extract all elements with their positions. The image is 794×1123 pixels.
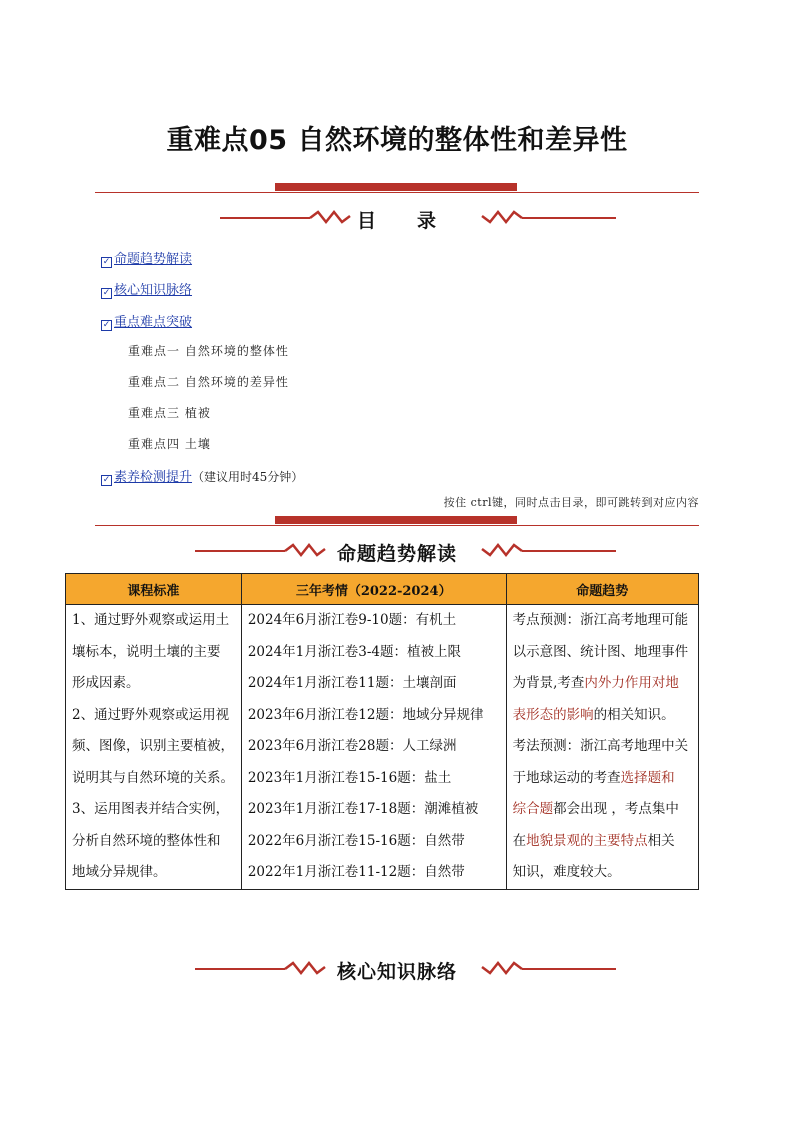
toc-item-trend[interactable]: ✓ 命题趋势解读 (102, 252, 193, 267)
cell-line: 2023年6月浙江卷12题：地域分异规律 (247, 706, 484, 723)
trend-cell (506, 605, 698, 890)
cell-line: 频、图像，识别主要植被， (72, 738, 234, 754)
column-header: 课程标准 (66, 574, 242, 605)
cell-line: 表形态的影响的相关知识。 (512, 706, 675, 723)
toc-heading-block (0, 206, 794, 236)
section-heading-trend (0, 539, 794, 569)
ctrl-click-hint: 按住 ctrl键，同时点击目录，即可跳转到对应内容 (443, 496, 699, 509)
cell-line: 2、通过野外观察或运用视 (72, 706, 230, 723)
cell-line: 在地貌景观的主要特点相关 (512, 832, 675, 849)
cell-line: 分析自然环境的整体性和 (72, 832, 221, 849)
title-separator (95, 183, 699, 195)
cell-line: 2023年1月浙江卷17-18题：潮滩植被 (247, 801, 479, 817)
toc-separator (95, 516, 699, 528)
column-header: 命题趋势 (506, 574, 698, 605)
cell-line: 为背景,考查内外力作用对地 (512, 675, 679, 691)
cell-line: 知识，难度较大。 (512, 864, 621, 880)
cell-line: 形成因素。 (72, 675, 140, 691)
cell-line: 2024年1月浙江卷3-4题：植被上限 (247, 643, 462, 660)
toc-item-core[interactable]: ✓ 核心知识脉络 (102, 283, 193, 298)
cell-line: 综合题都会出现 ，考点集中 (512, 801, 679, 817)
checkbox-icon: ✓ (102, 320, 111, 330)
emphasis-text: 综合题 (512, 801, 554, 817)
trend-table (65, 573, 699, 890)
toc-sub-item[interactable]: 重难点三 植被 (128, 406, 211, 420)
right-ornament-icon (478, 543, 618, 559)
table-row (66, 605, 699, 890)
checkbox-icon: ✓ (102, 257, 111, 267)
cell-line: 2022年6月浙江卷15-16题：自然带 (247, 832, 465, 849)
emphasis-text: 表形态的影响 (512, 706, 594, 723)
exam-history-cell (241, 605, 506, 890)
checkbox-icon: ✓ (102, 288, 111, 298)
curriculum-standards-cell (66, 605, 242, 890)
cell-line: 2023年6月浙江卷28题：人工绿洲 (247, 738, 457, 754)
cell-line: 地域分异规律。 (72, 864, 167, 880)
cell-line: 2024年1月浙江卷11题：土壤剖面 (247, 675, 457, 691)
right-ornament-icon (478, 210, 618, 226)
section-title: 命题趋势解读 (336, 543, 457, 565)
checkbox-icon: ✓ (102, 475, 111, 485)
toc-item-assessment[interactable]: ✓ 素养检测提升（建议用时45分钟） (102, 470, 304, 485)
emphasis-text: 内外力作用对地 (584, 675, 679, 691)
right-ornament-icon (478, 961, 618, 977)
emphasis-text: 选择题和 (620, 769, 675, 786)
cell-line: 考法预测：浙江高考地理中关 (512, 738, 689, 754)
cell-line: 3、运用图表并结合实例， (72, 801, 230, 817)
cell-line: 壤标本，说明土壤的主要 (72, 643, 221, 660)
toc-item-breakthrough[interactable]: ✓ 重点难点突破 (102, 315, 193, 330)
column-header: 三年考情（2022-2024） (241, 574, 506, 605)
cell-line: 1、通过野外观察或运用土 (72, 612, 230, 628)
toc-sub-item[interactable]: 重难点一 自然环境的整体性 (128, 344, 289, 358)
cell-line: 说明其与自然环境的关系。 (72, 769, 234, 786)
cell-line: 2023年1月浙江卷15-16题：盐土 (247, 769, 452, 786)
cell-line: 2024年6月浙江卷9-10题：有机土 (247, 612, 457, 628)
cell-line: 以示意图、统计图、地理事件 (512, 643, 689, 660)
page-title: 重难点05 自然环境的整体性和差异性 (166, 125, 628, 156)
cell-line: 2022年1月浙江卷11-12题：自然带 (247, 864, 465, 880)
toc-sub-item[interactable]: 重难点四 土壤 (128, 437, 211, 451)
section-title: 核心知识脉络 (336, 961, 457, 983)
cell-line: 于地球运动的考查选择题和 (512, 769, 675, 786)
emphasis-text: 地貌景观的主要特点 (526, 832, 648, 849)
toc-sub-item[interactable]: 重难点二 自然环境的差异性 (128, 375, 289, 389)
toc-time-note: （建议用时45分钟） (192, 470, 304, 484)
section-heading-core (0, 957, 794, 987)
cell-line: 考点预测：浙江高考地理可能 (512, 612, 689, 628)
toc-heading: 目 录 (356, 210, 437, 232)
table-header-row (66, 574, 699, 605)
